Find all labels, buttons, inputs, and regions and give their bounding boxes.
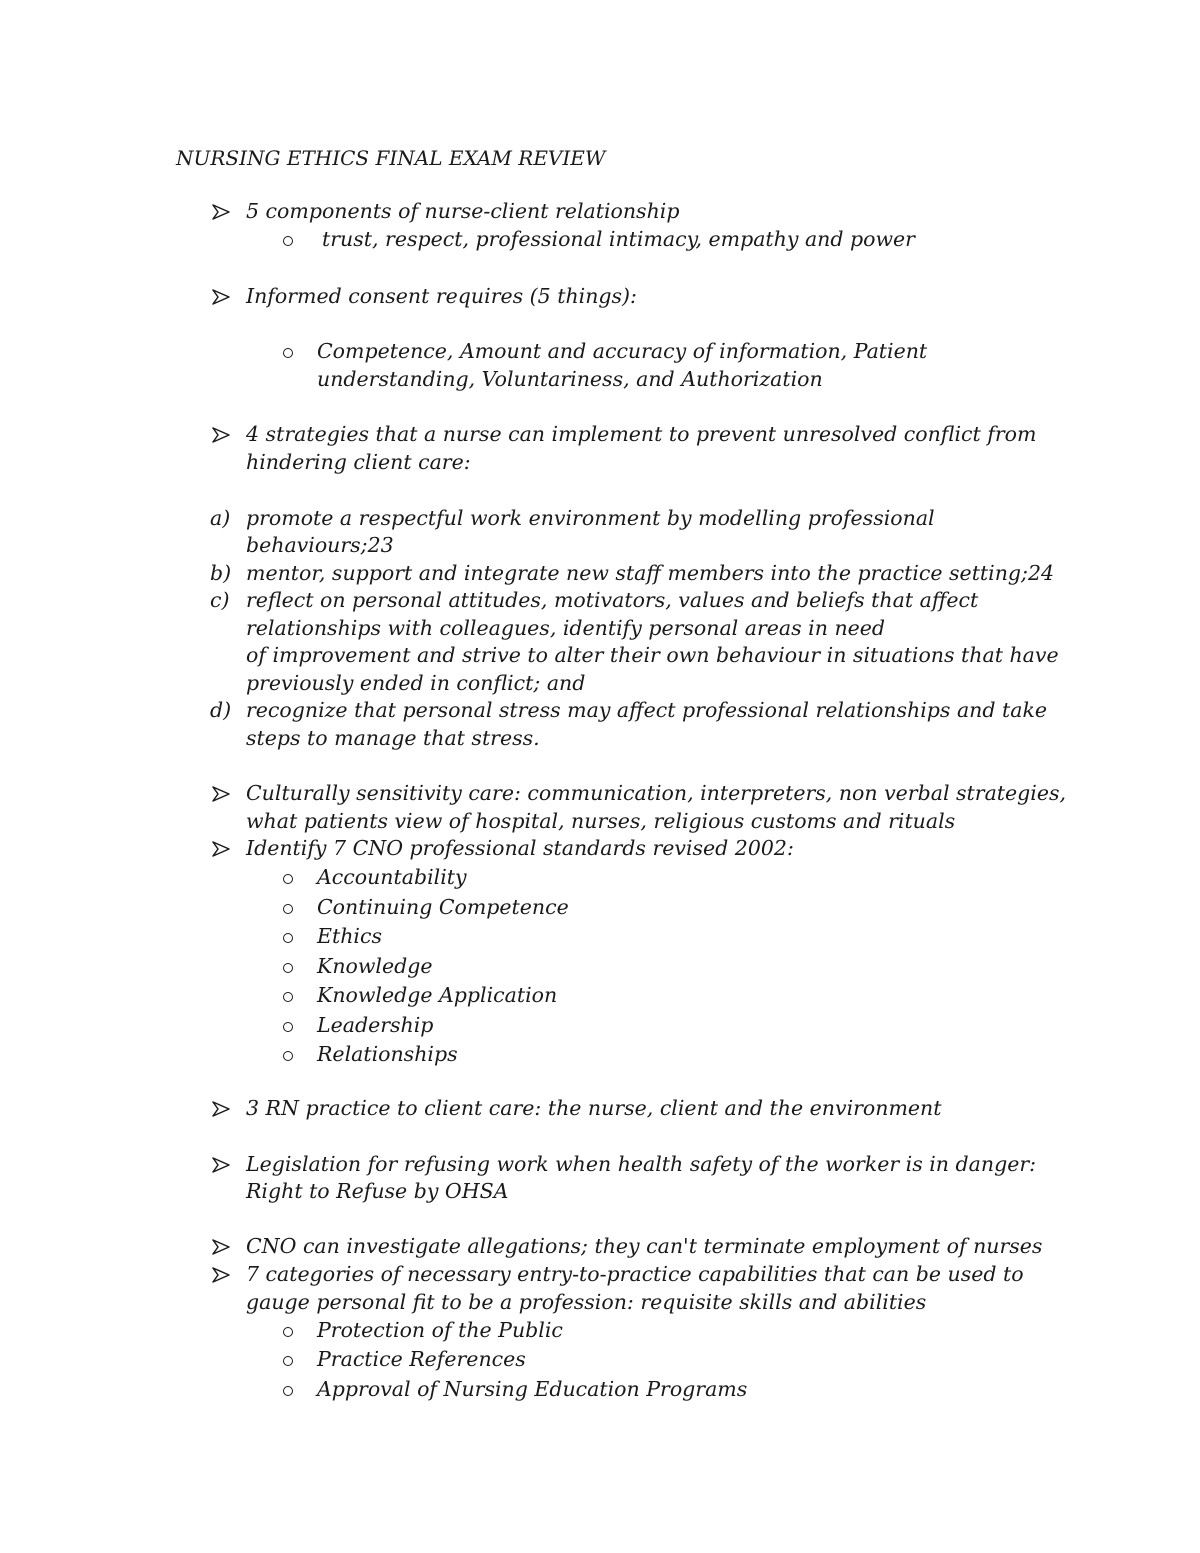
list-item: mentor, support and integrate new staff members into the practice setting;24 <box>246 561 1055 585</box>
list-item: promote a respectful work environment by modelling professional <box>246 506 935 530</box>
list-item: trust, respect, professional intimacy, empathy and power <box>322 227 915 251</box>
arrow-bullet-icon <box>212 289 230 305</box>
circle-bullet-icon <box>283 236 293 246</box>
section-heading: 5 components of nurse-client relationship <box>246 199 680 223</box>
circle-bullet-icon <box>283 1356 293 1366</box>
list-item-continuation: steps to manage that stress. <box>246 726 540 750</box>
list-item: Continuing Competence <box>317 895 569 919</box>
list-item: Knowledge Application <box>317 983 558 1007</box>
section-heading-continuation: gauge personal fit to be a profession: requisite skills and abilities <box>246 1290 927 1314</box>
section-heading: 4 strategies that a nurse can implement to prevent unresolved conflict from <box>246 422 1037 446</box>
list-label: c) <box>210 588 230 612</box>
list-item: Practice References <box>317 1347 526 1371</box>
circle-bullet-icon <box>283 992 293 1002</box>
arrow-bullet-icon <box>212 1267 230 1283</box>
section-heading: Identify 7 CNO professional standards revised 2002: <box>246 836 794 860</box>
list-item-continuation: relationships with colleagues, identify personal areas in need <box>246 616 886 640</box>
section-heading: 3 RN practice to client care: the nurse, client and the environment <box>246 1096 942 1120</box>
list-item: Ethics <box>317 924 382 948</box>
list-item-continuation: previously ended in conflict; and <box>246 671 586 695</box>
circle-bullet-icon <box>283 1022 293 1032</box>
section-heading: CNO can investigate allegations; they can't terminate employment of nurses <box>246 1234 1043 1258</box>
arrow-bullet-icon <box>212 841 230 857</box>
list-label: a) <box>210 506 231 530</box>
circle-bullet-icon <box>283 1051 293 1061</box>
section-heading-continuation: what patients view of hospital, nurses, religious customs and rituals <box>246 809 956 833</box>
list-item: Accountability <box>317 865 467 889</box>
circle-bullet-icon <box>283 1327 293 1337</box>
circle-bullet-icon <box>283 963 293 973</box>
list-item: Relationships <box>317 1042 458 1066</box>
list-item: Competence, Amount and accuracy of information, Patient <box>317 339 928 363</box>
circle-bullet-icon <box>283 933 293 943</box>
arrow-bullet-icon <box>212 786 230 802</box>
list-item: Leadership <box>317 1013 434 1037</box>
section-heading: Legislation for refusing work when health safety of the worker is in danger: <box>246 1152 1037 1176</box>
arrow-bullet-icon <box>212 1101 230 1117</box>
arrow-bullet-icon <box>212 1239 230 1255</box>
section-heading: 7 categories of necessary entry-to-practice capabilities that can be used to <box>246 1262 1024 1286</box>
circle-bullet-icon <box>283 904 293 914</box>
arrow-bullet-icon <box>212 1157 230 1173</box>
arrow-bullet-icon <box>212 204 230 220</box>
section-heading-continuation: Right to Refuse by OHSA <box>246 1179 509 1203</box>
list-item: reflect on personal attitudes, motivators, values and beliefs that affect <box>246 588 979 612</box>
list-item: Protection of the Public <box>317 1318 563 1342</box>
list-item: Approval of Nursing Education Programs <box>317 1377 748 1401</box>
circle-bullet-icon <box>283 1386 293 1396</box>
list-item-continuation: understanding, Voluntariness, and Authorization <box>317 367 823 391</box>
page-title: NURSING ETHICS FINAL EXAM REVIEW <box>176 146 606 170</box>
section-heading: Culturally sensitivity care: communication, interpreters, non verbal strategies, <box>246 781 1067 805</box>
list-item: Knowledge <box>317 954 433 978</box>
list-item-continuation: behaviours;23 <box>246 533 394 557</box>
list-label: d) <box>210 698 232 722</box>
circle-bullet-icon <box>283 874 293 884</box>
circle-bullet-icon <box>283 348 293 358</box>
section-heading: Informed consent requires (5 things): <box>246 284 637 308</box>
list-label: b) <box>210 561 232 585</box>
list-item-continuation: of improvement and strive to alter their own behaviour in situations that have <box>246 643 1059 667</box>
arrow-bullet-icon <box>212 427 230 443</box>
list-item: recognize that personal stress may affect professional relationships and take <box>246 698 1048 722</box>
section-heading-continuation: hindering client care: <box>246 450 471 474</box>
